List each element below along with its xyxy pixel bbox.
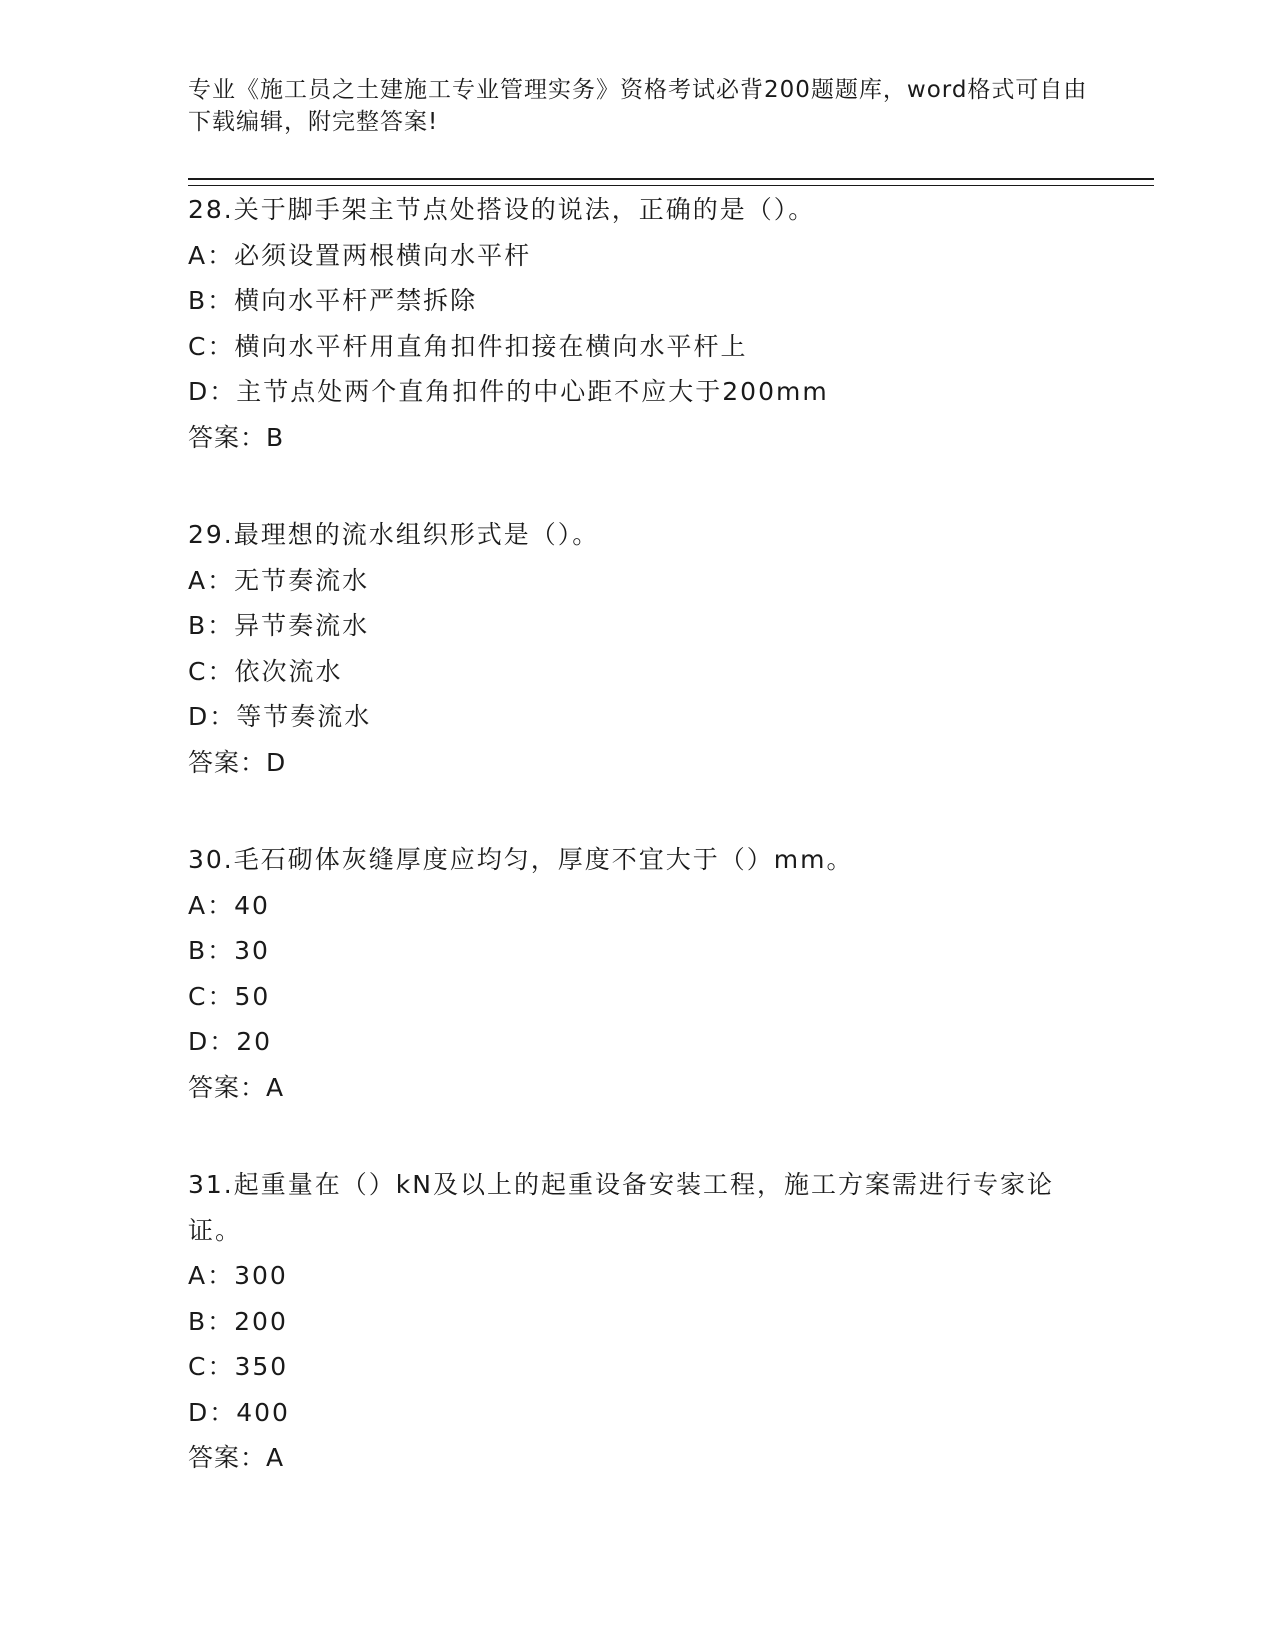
option-c: C：350 [188,1352,289,1381]
question-28 [188,187,1088,460]
question-29 [188,512,1088,785]
question-stem: 31.起重量在（）kN及以上的起重设备安装工程，施工方案需进行专家论证。 [188,1170,1054,1245]
option-c: C：50 [188,981,271,1011]
answer: 答案：A [188,1443,285,1472]
question-30 [188,837,1088,1110]
option-b: B：横向水平杆严禁拆除 [188,286,478,315]
question-31 [188,1162,1088,1481]
option-c: C：横向水平杆用直角扣件扣接在横向水平杆上 [188,331,748,361]
document-header: 专业《施工员之土建施工专业管理实务》资格考试必背200题题库，word格式可自由下载编辑，附完整答案! [188,77,1088,135]
option-d: D：等节奏流水 [188,702,372,731]
answer: 答案：A [188,1072,285,1102]
option-b: B：200 [188,1306,288,1336]
option-d: D：20 [188,1027,273,1056]
question-stem: 28.关于脚手架主节点处搭设的说法，正确的是（）。 [188,195,816,224]
header-divider [188,178,1154,186]
question-list [188,187,1088,1533]
option-b: B：异节奏流水 [188,611,370,640]
answer: 答案：B [188,422,285,452]
question-stem: 29.最理想的流水组织形式是（）。 [188,520,600,549]
option-a: A：必须设置两根横向水平杆 [188,240,532,270]
option-d: D：400 [188,1397,290,1427]
option-c: C：依次流水 [188,656,343,686]
option-a: A：无节奏流水 [188,565,370,595]
option-b: B：30 [188,936,270,965]
option-a: A：40 [188,890,270,920]
option-d: D：主节点处两个直角扣件的中心距不应大于200mm [188,377,829,406]
question-stem: 30.毛石砌体灰缝厚度应均匀，厚度不宜大于（）mm。 [188,845,854,874]
answer: 答案：D [188,747,287,777]
option-a: A：300 [188,1261,288,1290]
